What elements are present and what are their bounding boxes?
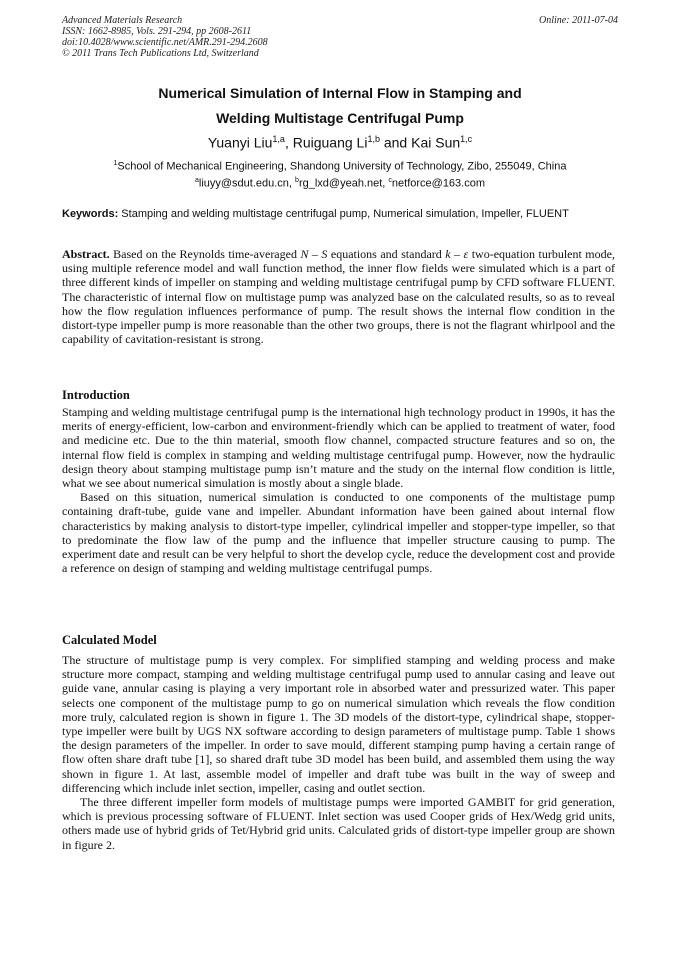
- abstract-text: Based on the Reynolds time-averaged: [109, 247, 301, 261]
- abstract-paragraph: [62, 247, 615, 346]
- email-marker-a: a: [194, 176, 199, 184]
- affiliation-block: [62, 157, 618, 190]
- doi-line: doi:10.4028/www.scientific.net/AMR.291-294.2608: [62, 37, 268, 48]
- calculated-model-body: [62, 653, 615, 852]
- abstract-block: [62, 247, 615, 346]
- email-a: liuyy@sdut.edu.cn,: [198, 177, 296, 190]
- model-paragraph-1: The structure of multistage pump is very complex. For simplified stamping and welding process and make structure more compact, stamping and welding multistage centrifugal pump used to annular casing and leave out guide vane, annular casing is playing a very important role in absorbed water and pressurized water. This paper selects one component of the multistage pump to go on numerical simulation which reveals the flow condition more truly, calculated region is shown in figure 1. The 3D models of the distort-type, cylindrical shape, stopper-type impeller were built by UGS NX software according to design parameters of multistage pump. Table 1 shows the design parameters of the impeller. In order to save mould, different stamping pump having a certain range of flow often share draft tube [1], so shared draft tube 3D model has been build, and assembled them using the way shown in figure 1. At last, assemble model of impeller and draft tube was built in the way of sweep and differencing which include inlet section, impeller, casing and outlet section.: [62, 653, 615, 795]
- k-epsilon-formula: k – ε: [445, 247, 469, 261]
- journal-header: [62, 15, 618, 59]
- email-marker-c: c: [388, 176, 392, 184]
- model-paragraph-2: The three different impeller form models of multistage pumps were imported GAMBIT for grid generation, which is previous processing software of FLUENT. Inlet section was used Cooper grids of Hex/Wedg grid units, others made use of hybrid grids of Tet/Hybrid grid units. Calculated grids of distort-type impeller group are shown in figure 2.: [62, 795, 615, 852]
- copyright-line: © 2011 Trans Tech Publications Ltd, Switzerland: [62, 48, 259, 59]
- email-line: [62, 174, 618, 191]
- author-separator: and: [379, 134, 412, 151]
- author-1-affil: 1,a: [272, 134, 285, 144]
- author-list: [62, 130, 618, 152]
- introduction-body: [62, 405, 615, 575]
- title-line-1: Numerical Simulation of Internal Flow in Stamping and: [158, 85, 522, 101]
- email-c: netforce@163.com: [391, 177, 486, 190]
- email-b: rg_lxd@yeah.net,: [298, 177, 389, 190]
- abstract-label: Abstract.: [62, 247, 110, 261]
- keywords-label: Keywords:: [62, 208, 119, 220]
- intro-paragraph-2: Based on this situation, numerical simulation is conducted to one components of the multistage pump containing draft-tube, guide vane and impeller. Abundant information have been gained about internal flow characteristics by making analysis to distort-type impeller, cylindrical impeller and stopper-type impeller, so that to predominate the flow law of the pump and the influence that impeller structure causing to pump. The experiment date and result can be very helpful to short the develop cycle, reduce the development cost and provide a reference on design of stamping and welding multistage centrifugal pumps.: [62, 490, 615, 576]
- abstract-text: two-equation turbulent mode, using multiple reference model and wall function method, the inner flow fields were simulated which is a part of three different kinds of impeller on stamping and welding multistage centrifugal pump by CFD software FLUENT. The characteristic of internal flow on multistage pump was analyzed base on the calculated results, so as to reveal how the flow regulation influences performance of pump. The result shows the internal flow condition in the distort-type impeller pump is more reasonable than the other two groups, there is not the flagrant whirlpool and the capability of cavitation-resistant is strong.: [62, 247, 615, 347]
- title-line-2: Welding Multistage Centrifugal Pump: [216, 110, 464, 126]
- institution-text: School of Mechanical Engineering, Shandong University of Technology, Zibo, 255049, China: [117, 160, 567, 173]
- email-marker-b: b: [295, 176, 299, 184]
- institution-line: [62, 157, 618, 174]
- abstract-text: equations and standard: [327, 247, 446, 261]
- online-date: Online: 2011-07-04: [539, 15, 618, 26]
- author-1: Yuanyi Liu: [207, 134, 273, 151]
- calculated-model-heading: Calculated Model: [62, 633, 157, 647]
- intro-paragraph-1: Stamping and welding multistage centrifugal pump is the international high technology product in 1990s, it has the merits of energy-efficient, low-carbon and environment-friendly which can be applied to treatment of water, food and medicine etc. Due to the thin material, smooth flow channel, compacted structure features and so on, the internal flow field is complex in stamping and welding multistage centrifugal pump. However, now the hydraulic design theory about stamping multistage pump isn’t mature and the study on the internal flow condition is little, what we see about numerical simulation is mostly about a single blade.: [62, 405, 615, 491]
- author-2: Ruiguang Li: [292, 134, 368, 151]
- paper-title: [62, 81, 618, 131]
- keywords-text: Stamping and welding multistage centrifugal pump, Numerical simulation, Impeller, FLUENT: [118, 208, 569, 220]
- ns-formula: N – S: [300, 247, 328, 261]
- keywords-block: [62, 207, 615, 221]
- author-2-affil: 1,b: [367, 134, 380, 144]
- journal-name: Advanced Materials Research: [62, 15, 183, 26]
- author-3-affil: 1,c: [460, 134, 473, 144]
- introduction-heading: Introduction: [62, 388, 130, 402]
- author-3: Kai Sun: [411, 134, 461, 151]
- issn-line: ISSN: 1662-8985, Vols. 291-294, pp 2608-2611: [62, 26, 252, 37]
- affil-marker: 1: [113, 160, 118, 167]
- author-separator: ,: [284, 134, 293, 151]
